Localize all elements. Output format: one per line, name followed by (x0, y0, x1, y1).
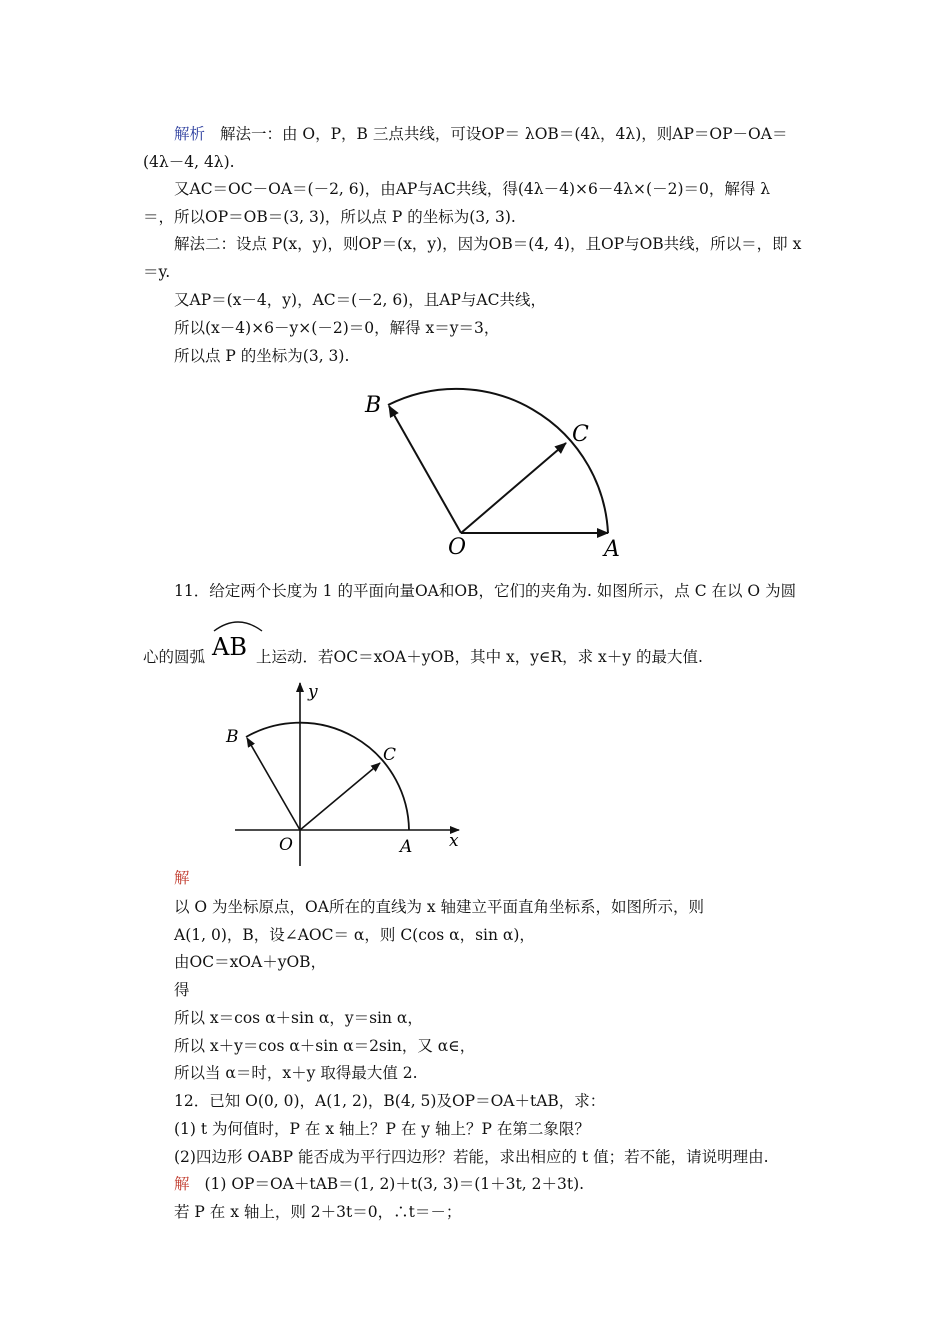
solution-11-line-7: 所以当 α＝时，x＋y 取得最大值 2. (174, 1064, 418, 1082)
problem-11-line-2 (143, 647, 205, 667)
solution-line-5: 解法二：设点 P(x，y)，则OP＝(x，y)，因为OB＝(4, 4)，且OP与OB共线，所以＝，即 x (174, 235, 802, 253)
label-o-2: O (279, 835, 293, 855)
label-c: C (572, 422, 589, 447)
solution-11-line-3: 由OC＝xOA＋yOB， (174, 953, 327, 971)
problem-11-line-1: 11．给定两个长度为 1 的平面向量OA和OB，它们的夹角为. 如图所示，点 C 在以 O 为圆 (174, 582, 797, 600)
label-b-2: B (226, 727, 239, 747)
arc-ab-symbol-text: AB (212, 633, 247, 661)
label-x-axis: x (449, 831, 459, 851)
solution-11-label: 解 (174, 869, 190, 887)
solution-line-2: (4λ－4, 4λ). (143, 153, 235, 171)
arc-ab-2 (246, 723, 409, 830)
problem-11-text-a: 心的圆弧 (143, 648, 206, 666)
solution-line-7: 又AP＝(x－4，y)，AC＝(－2, 6)，且AP与AC共线， (174, 291, 546, 309)
label-o: O (448, 535, 467, 560)
solution-line-4: ＝，所以OP＝OB＝(3, 3)，所以点 P 的坐标为(3, 3). (143, 208, 516, 226)
problem-12-solution-text: (1) OP＝OA＋tAB＝(1, 2)＋t(3, 3)＝(1＋3t, 2＋3t). (204, 1175, 585, 1193)
label-a: A (604, 537, 620, 562)
problem-12-solution-label: 解 (174, 1175, 190, 1193)
problem-12-line-3: (2)四边形 OABP 能否成为平行四边形？若能，求出相应的 t 值；若不能，请说明理由. (174, 1148, 769, 1166)
solution-11-line-5: 所以 x＝cos α＋sin α，y＝sin α， (174, 1009, 423, 1027)
vector-oc-2 (300, 763, 380, 830)
problem-12-line-1: 12．已知 O(0, 0)，A(1, 2)，B(4, 5)及OP＝OA＋tAB，求： (174, 1092, 606, 1110)
problem-12-solution-line-1 (174, 1174, 584, 1194)
label-b: B (365, 393, 382, 418)
solution-11-line-1: 以 O 为坐标原点，OA所在的直线为 x 轴建立平面直角坐标系，如图所示，则 (174, 898, 705, 916)
problem-12-line-2: (1) t 为何值时，P 在 x 轴上？P 在 y 轴上？P 在第二象限？ (174, 1120, 590, 1138)
solution-11-line-2: A(1, 0)，B，设∠AOC＝ α，则 C(cos α，sin α)， (174, 926, 535, 944)
problem-12-solution-line-2: 若 P 在 x 轴上，则 2＋3t＝0，∴t＝－； (174, 1203, 462, 1221)
solution-11-line-4: 得 (174, 981, 190, 999)
solution-line-3: 又AC＝OC－OA＝(－2, 6)，由AP与AC共线，得(4λ－4)×6－4λ×(－2)＝0，解得 λ (174, 180, 771, 198)
vector-ob-2 (247, 738, 300, 830)
label-c-2: C (383, 745, 397, 765)
label-y-axis: y (308, 682, 318, 702)
solution-label: 解析 (174, 125, 206, 143)
problem-11-line-2b: 上运动．若OC＝xOA＋yOB，其中 x，y∈R，求 x＋y 的最大值. (256, 648, 703, 666)
solution-line-6: ＝y. (143, 263, 171, 281)
vector-oc (461, 443, 566, 533)
vector-ob (389, 406, 461, 533)
solution-line-8: 所以(x－4)×6－y×(－2)＝0，解得 x＝y＝3， (174, 319, 500, 337)
solution-text: 解法一：由 O，P，B 三点共线，可设OP＝ λOB＝(4λ，4λ)，则AP＝OP－OA＝ (219, 125, 788, 143)
solution-line-9: 所以点 P 的坐标为(3, 3). (174, 347, 350, 365)
solution-11-line-6: 所以 x＋y＝cos α＋sin α＝2sin，又 α∈， (174, 1037, 476, 1055)
label-a-2: A (400, 837, 413, 857)
